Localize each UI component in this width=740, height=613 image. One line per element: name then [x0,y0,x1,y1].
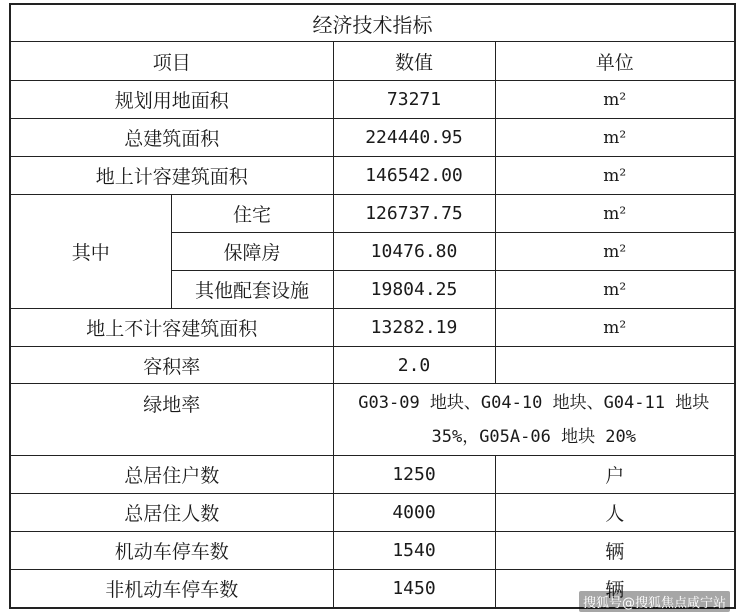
row-unit [495,347,735,384]
table-row [10,456,735,494]
table-row [10,309,735,347]
row-label: 机动车停车数 [10,532,333,570]
table-title: 经济技术指标 [10,4,735,42]
row-value: 146542.00 [333,157,495,195]
row-unit: m² [495,195,735,233]
row-unit: m² [495,81,735,119]
row-value: 224440.95 [333,119,495,157]
row-unit: m² [495,119,735,157]
row-unit: m² [495,271,735,309]
row-value: 13282.19 [333,309,495,347]
row-value: 1450 [333,570,495,608]
sub-row-label: 住宅 [171,195,333,233]
row-label: 总建筑面积 [10,119,333,157]
row-value: 1250 [333,456,495,494]
green-ratio-value: G03-09 地块、G04-10 地块、G04-11 地块 35%，G05A-06 地块 20% [333,384,735,456]
row-unit: 辆 [495,570,735,608]
table-row [10,532,735,570]
row-unit: m² [495,157,735,195]
row-label: 绿地率 [10,384,333,456]
header-unit: 单位 [495,42,735,81]
table-row [10,195,735,233]
row-value: 1540 [333,532,495,570]
table-row [10,494,735,532]
table-row [10,119,735,157]
row-unit: 户 [495,456,735,494]
watermark: 搜狐号@搜狐焦点咸宁站 [579,591,730,612]
row-label: 总居住人数 [10,494,333,532]
row-value: 4000 [333,494,495,532]
table-row [10,347,735,384]
row-value: 2.0 [333,347,495,384]
row-label: 地上计容建筑面积 [10,157,333,195]
row-label: 总居住户数 [10,456,333,494]
row-unit: m² [495,309,735,347]
table-row [10,81,735,119]
row-label: 规划用地面积 [10,81,333,119]
row-unit: m² [495,233,735,271]
header-value: 数值 [333,42,495,81]
group-label: 其中 [10,195,171,309]
row-unit: 人 [495,494,735,532]
row-label: 非机动车停车数 [10,570,333,608]
row-unit: 辆 [495,532,735,570]
economic-indicators-table [9,3,736,609]
sub-row-label: 保障房 [171,233,333,271]
row-label: 地上不计容建筑面积 [10,309,333,347]
row-value: 73271 [333,81,495,119]
row-label: 容积率 [10,347,333,384]
table-row [10,157,735,195]
table-row [10,384,735,456]
row-value: 10476.80 [333,233,495,271]
sub-row-label: 其他配套设施 [171,271,333,309]
row-value: 126737.75 [333,195,495,233]
header-item: 项目 [10,42,333,81]
row-value: 19804.25 [333,271,495,309]
